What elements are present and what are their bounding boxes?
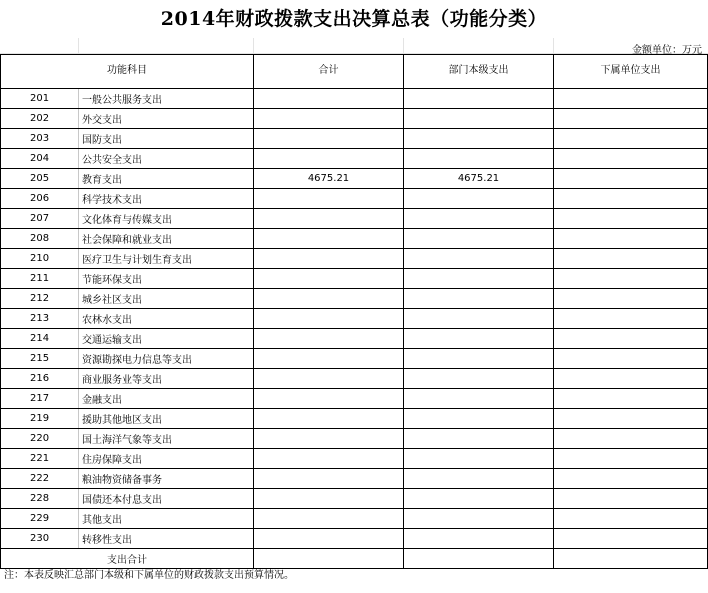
expenditure-table: [0, 54, 708, 569]
dept-cell[interactable]: [404, 289, 554, 309]
header-function: 功能科目: [1, 55, 254, 89]
sub-cell[interactable]: [554, 489, 708, 509]
sub-cell[interactable]: [554, 229, 708, 249]
sub-cell[interactable]: [554, 209, 708, 229]
table-body: [1, 55, 708, 569]
total-cell[interactable]: [254, 489, 404, 509]
header-total: 合计: [254, 55, 404, 89]
name-cell[interactable]: 其他支出: [79, 509, 254, 529]
total-cell[interactable]: [254, 389, 404, 409]
code-cell[interactable]: 201: [1, 89, 79, 109]
code-cell[interactable]: 212: [1, 289, 79, 309]
total-cell[interactable]: [254, 369, 404, 389]
code-cell[interactable]: 216: [1, 369, 79, 389]
table-row: [1, 189, 708, 209]
code-cell[interactable]: 228: [1, 489, 79, 509]
table-note: 注：本表反映汇总部门本级和下属单位的财政拨款支出预算情况。: [4, 570, 294, 581]
name-cell[interactable]: 国防支出: [79, 129, 254, 149]
dept-cell[interactable]: [404, 149, 554, 169]
sub-cell[interactable]: [554, 289, 708, 309]
dept-cell[interactable]: [404, 89, 554, 109]
total-cell[interactable]: [254, 189, 404, 209]
code-cell[interactable]: 202: [1, 109, 79, 129]
dept-cell[interactable]: [404, 209, 554, 229]
sub-cell[interactable]: [554, 469, 708, 489]
name-cell[interactable]: 转移性支出: [79, 529, 254, 549]
table-row: [1, 229, 708, 249]
total-sub-cell[interactable]: [554, 549, 708, 569]
total-cell[interactable]: [254, 349, 404, 369]
name-cell[interactable]: 国土海洋气象等支出: [79, 429, 254, 449]
table-row: [1, 89, 708, 109]
name-cell[interactable]: 公共安全支出: [79, 149, 254, 169]
sub-cell[interactable]: [554, 149, 708, 169]
sub-cell[interactable]: [554, 189, 708, 209]
name-cell[interactable]: 住房保障支出: [79, 449, 254, 469]
total-cell[interactable]: [254, 529, 404, 549]
code-cell[interactable]: 214: [1, 329, 79, 349]
table-row: [1, 389, 708, 409]
table-row: [1, 409, 708, 429]
code-cell[interactable]: 220: [1, 429, 79, 449]
dept-cell[interactable]: [404, 329, 554, 349]
grid-cell: [404, 38, 554, 53]
sub-cell[interactable]: [554, 349, 708, 369]
sub-cell[interactable]: [554, 89, 708, 109]
table-row: [1, 429, 708, 449]
table-row: [1, 129, 708, 149]
dept-cell[interactable]: [404, 189, 554, 209]
table-row: [1, 509, 708, 529]
dept-cell[interactable]: [404, 469, 554, 489]
dept-cell[interactable]: [404, 529, 554, 549]
code-cell[interactable]: 206: [1, 189, 79, 209]
dept-cell[interactable]: [404, 389, 554, 409]
code-cell[interactable]: 230: [1, 529, 79, 549]
grid-cell: [79, 38, 254, 53]
table-row: [1, 109, 708, 129]
dept-cell[interactable]: [404, 369, 554, 389]
code-cell[interactable]: 221: [1, 449, 79, 469]
table-row: [1, 529, 708, 549]
code-cell[interactable]: 207: [1, 209, 79, 229]
total-cell[interactable]: [254, 449, 404, 469]
table-row: [1, 369, 708, 389]
dept-cell[interactable]: [404, 129, 554, 149]
total-cell[interactable]: [254, 129, 404, 149]
table-row: [1, 489, 708, 509]
name-cell[interactable]: 农林水支出: [79, 309, 254, 329]
total-label: 支出合计: [1, 549, 254, 569]
name-cell[interactable]: 粮油物资储备事务: [79, 469, 254, 489]
code-cell[interactable]: 222: [1, 469, 79, 489]
name-cell[interactable]: 交通运输支出: [79, 329, 254, 349]
dept-cell[interactable]: [404, 429, 554, 449]
table-row: [1, 309, 708, 329]
grid-cell: [254, 38, 404, 53]
table-row: [1, 469, 708, 489]
code-cell[interactable]: 213: [1, 309, 79, 329]
header-dept: 部门本级支出: [404, 55, 554, 89]
name-cell[interactable]: 一般公共服务支出: [79, 89, 254, 109]
dept-cell[interactable]: [404, 409, 554, 429]
dept-cell[interactable]: [404, 109, 554, 129]
sub-cell[interactable]: [554, 409, 708, 429]
name-cell[interactable]: 教育支出: [79, 169, 254, 189]
name-cell[interactable]: 国债还本付息支出: [79, 489, 254, 509]
grid-cell: [0, 38, 79, 53]
name-cell[interactable]: 金融支出: [79, 389, 254, 409]
sub-cell[interactable]: [554, 449, 708, 469]
name-cell[interactable]: 科学技术支出: [79, 189, 254, 209]
dept-cell[interactable]: [404, 509, 554, 529]
page-title: 2014年财政拨款支出决算总表（功能分类）: [160, 8, 548, 30]
dept-cell[interactable]: [404, 249, 554, 269]
name-cell[interactable]: 医疗卫生与计划生育支出: [79, 249, 254, 269]
dept-cell[interactable]: [404, 489, 554, 509]
dept-cell[interactable]: 4675.21: [404, 169, 554, 189]
table-row: [1, 269, 708, 289]
code-cell[interactable]: 210: [1, 249, 79, 269]
code-cell[interactable]: 217: [1, 389, 79, 409]
table-row: [1, 349, 708, 369]
total-cell[interactable]: [254, 109, 404, 129]
table-row: [1, 249, 708, 269]
code-cell[interactable]: 204: [1, 149, 79, 169]
sub-cell[interactable]: [554, 389, 708, 409]
header-sub: 下属单位支出: [554, 55, 708, 89]
dept-cell[interactable]: [404, 449, 554, 469]
name-cell[interactable]: 文化体育与传媒支出: [79, 209, 254, 229]
sub-cell[interactable]: [554, 509, 708, 529]
total-cell[interactable]: [254, 89, 404, 109]
total-cell[interactable]: [254, 429, 404, 449]
total-cell[interactable]: [254, 289, 404, 309]
sub-cell[interactable]: [554, 529, 708, 549]
code-cell[interactable]: 229: [1, 509, 79, 529]
sub-cell[interactable]: [554, 109, 708, 129]
code-cell[interactable]: 208: [1, 229, 79, 249]
table-row: [1, 289, 708, 309]
total-cell[interactable]: 4675.21: [254, 169, 404, 189]
code-cell[interactable]: 203: [1, 129, 79, 149]
name-cell[interactable]: 援助其他地区支出: [79, 409, 254, 429]
dept-cell[interactable]: [404, 349, 554, 369]
sub-cell[interactable]: [554, 329, 708, 349]
dept-cell[interactable]: [404, 269, 554, 289]
sub-cell[interactable]: [554, 129, 708, 149]
name-cell[interactable]: 外交支出: [79, 109, 254, 129]
name-cell[interactable]: 社会保障和就业支出: [79, 229, 254, 249]
dept-cell[interactable]: [404, 229, 554, 249]
total-cell[interactable]: [254, 469, 404, 489]
dept-cell[interactable]: [404, 309, 554, 329]
total-cell[interactable]: [254, 509, 404, 529]
sub-cell[interactable]: [554, 249, 708, 269]
code-cell[interactable]: 219: [1, 409, 79, 429]
code-cell[interactable]: 215: [1, 349, 79, 369]
name-cell[interactable]: 资源勘探电力信息等支出: [79, 349, 254, 369]
sub-cell[interactable]: [554, 369, 708, 389]
total-cell[interactable]: [254, 329, 404, 349]
sub-cell[interactable]: [554, 429, 708, 449]
total-dept-cell[interactable]: [404, 549, 554, 569]
code-cell[interactable]: 211: [1, 269, 79, 289]
unit-label: 金额单位：万元: [632, 45, 702, 56]
table-row: [1, 149, 708, 169]
name-cell[interactable]: 商业服务业等支出: [79, 369, 254, 389]
sub-cell[interactable]: [554, 269, 708, 289]
total-cell[interactable]: [254, 309, 404, 329]
table-header-row: [1, 55, 708, 89]
sub-cell[interactable]: [554, 309, 708, 329]
sub-cell[interactable]: [554, 169, 708, 189]
table-row: [1, 329, 708, 349]
total-cell[interactable]: [254, 229, 404, 249]
total-cell[interactable]: [254, 409, 404, 429]
total-cell[interactable]: [254, 269, 404, 289]
spreadsheet-grid-row: [0, 38, 708, 54]
name-cell[interactable]: 节能环保支出: [79, 269, 254, 289]
total-cell[interactable]: [254, 209, 404, 229]
table-row: [1, 169, 708, 189]
table-row: [1, 449, 708, 469]
code-cell[interactable]: 205: [1, 169, 79, 189]
name-cell[interactable]: 城乡社区支出: [79, 289, 254, 309]
total-cell[interactable]: [254, 149, 404, 169]
total-cell[interactable]: [254, 249, 404, 269]
table-row: [1, 209, 708, 229]
